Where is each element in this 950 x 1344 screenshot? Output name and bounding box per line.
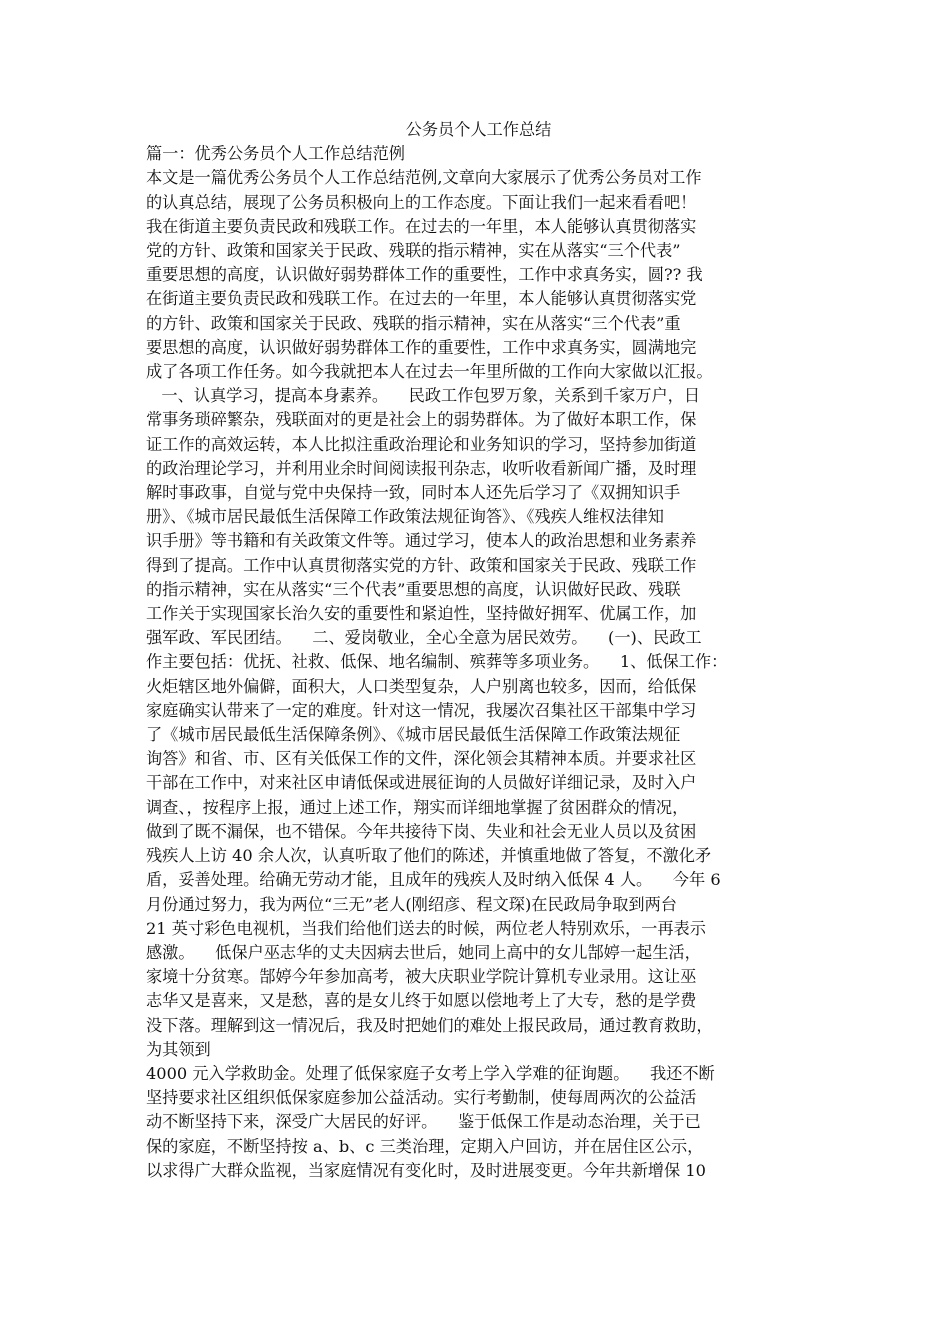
body-line: 的指示精神，实在从落实“三个代表”重要思想的高度，认识做好民政、残联 <box>146 579 681 599</box>
body-line: 21 英寸彩色电视机，当我们给他们送去的时候，两位老人特别欢乐，一再表示 <box>146 918 706 938</box>
body-line: 以求得广大群众监视，当家庭情况有变化时，及时进展变更。今年共新增保 10 <box>146 1160 706 1180</box>
body-line: 工作关于实现国家长治久安的重要性和紧迫性，坚持做好拥军、优属工作，加 <box>146 604 697 624</box>
body-line: 强军政、军民团结。 二、爱岗敬业，全心全意为居民效劳。 (一)、民政工 <box>146 628 702 648</box>
body-line: 月份通过努力，我为两位“三无”老人(刚绍彦、程文琛)在民政局争取到两台 <box>146 894 677 914</box>
body-line: 为其领到 <box>146 1039 211 1059</box>
body-line: 我在街道主要负责民政和残联工作。在过去的一年里，本人能够认真贯彻落实 <box>146 216 697 236</box>
document-body <box>146 142 811 1183</box>
body-line: 一、认真学习，提高本身素养。 民政工作包罗万象，关系到千家万户，日 <box>146 386 701 406</box>
body-line: 盾，妥善处理。给确无劳动才能，且成年的残疾人及时纳入低保 4 人。 今年 6 <box>146 870 721 890</box>
body-line: 本文是一篇优秀公务员个人工作总结范例,文章向大家展示了优秀公务员对工作 <box>146 168 702 188</box>
body-line: 得到了提高。工作中认真贯彻落实党的方针、政策和国家关于民政、残联工作 <box>146 555 697 575</box>
body-line: 4000 元入学救助金。处理了低保家庭子女考上学入学难的征询题。 我还不断 <box>146 1063 715 1083</box>
body-line: 重要思想的高度，认识做好弱势群体工作的重要性，工作中求真务实，圆?? 我 <box>146 265 703 285</box>
body-line: 了《城市居民最低生活保障条例》、《城市居民最低生活保障工作政策法规征 <box>146 725 681 745</box>
body-line: 询答》和省、市、区有关低保工作的文件，深化领会其精神本质。并要求社区 <box>146 749 697 769</box>
body-line: 残疾人上访 40 余人次，认真听取了他们的陈述，并慎重地做了答复，不激化矛 <box>146 846 712 866</box>
body-line: 作主要包括：优抚、社救、低保、地名编制、殡葬等多项业务。 1、低保工作： <box>146 652 728 672</box>
body-line: 感激。 低保户巫志华的丈夫因病去世后，她同上高中的女儿郜婷一起生活， <box>146 942 701 962</box>
document-page <box>146 118 811 1183</box>
body-line: 解时事政事，自觉与党中央保持一致，同时本人还先后学习了《双拥知识手 <box>146 483 681 503</box>
body-line: 动不断坚持下来，深受广大居民的好评。 鉴于低保工作是动态治理，关于已 <box>146 1112 701 1132</box>
body-line: 册》、《城市居民最低生活保障工作政策法规征询答》、《残疾人维权法律知 <box>146 507 664 527</box>
body-line: 调查、，按程序上报，通过上述工作，翔实而详细地掌握了贫困群众的情况， <box>146 797 689 817</box>
body-line: 家庭确实认带来了一定的难度。针对这一情况，我屡次召集社区干部集中学习 <box>146 700 697 720</box>
body-line: 的方针、政策和国家关于民政、残联的指示精神，实在从落实“三个代表”重 <box>146 313 681 333</box>
body-line: 做到了既不漏保，也不错保。今年共接待下岗、失业和社会无业人员以及贫困 <box>146 821 697 841</box>
body-line: 党的方针、政策和国家关于民政、残联的指示精神，实在从落实“三个代表” <box>146 241 681 261</box>
body-line: 坚持要求社区组织低保家庭参加公益活动。实行考勤制，使每周两次的公益活 <box>146 1088 697 1108</box>
body-line: 要思想的高度，认识做好弱势群体工作的重要性，工作中求真务实，圆满地完 <box>146 337 697 357</box>
body-line: 没下落。理解到这一情况后，我及时把她们的难处上报民政局，通过教育救助， <box>146 1015 713 1035</box>
body-line: 常事务琐碎繁杂，残联面对的更是社会上的弱势群体。为了做好本职工作，保 <box>146 410 697 430</box>
body-line: 保的家庭，不断坚持按 a、b、c 三类治理，定期入户回访，并在居住区公示， <box>146 1136 704 1156</box>
body-line: 成了各项工作任务。如今我就把本人在过去一年里所做的工作向大家做以汇报。 <box>146 362 713 382</box>
body-line: 志华又是喜来，又是愁，喜的是女儿终于如愿以偿地考上了大专，愁的是学费 <box>146 991 697 1011</box>
body-line: 识手册》等书籍和有关政策文件等。通过学习，使本人的政治思想和业务素养 <box>146 531 697 551</box>
body-line: 在街道主要负责民政和残联工作。在过去的一年里，本人能够认真贯彻落实党 <box>146 289 697 309</box>
document-title: 公务员个人工作总结 <box>405 120 552 139</box>
body-line: 的认真总结，展现了公务员积极向上的工作态度。下面让我们一起来看看吧！ <box>146 192 697 212</box>
body-line: 证工作的高效运转，本人比拟注重政治理论和业务知识的学习，坚持参加街道 <box>146 434 697 454</box>
body-line: 火炬辖区地外偏僻，面积大，人口类型复杂，人户别离也较多，因而，给低保 <box>146 676 697 696</box>
body-line: 家境十分贫寒。郜婷今年参加高考，被大庆职业学院计算机专业录用。这让巫 <box>146 967 697 987</box>
body-line: 篇一：优秀公务员个人工作总结范例 <box>146 144 405 164</box>
body-line: 的政治理论学习，并利用业余时间阅读报刊杂志，收听收看新闻广播，及时理 <box>146 458 697 478</box>
body-line: 干部在工作中，对来社区申请低保或进展征询的人员做好详细记录，及时入户 <box>146 773 697 793</box>
